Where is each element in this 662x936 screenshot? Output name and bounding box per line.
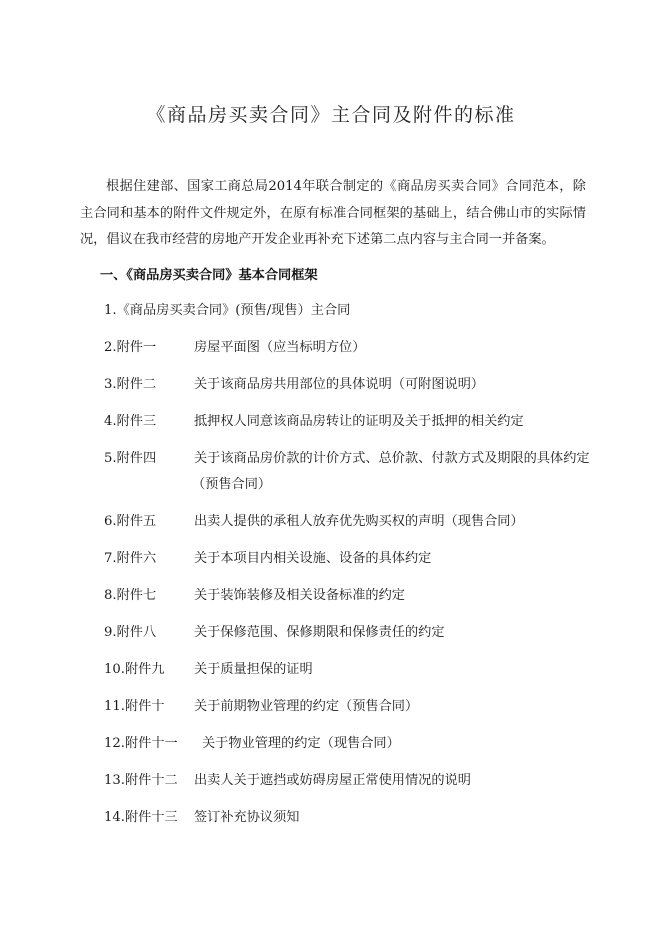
list-item bbox=[104, 805, 590, 831]
item-description: 出卖人关于遮挡或妨碍房屋正常使用情况的说明 bbox=[194, 773, 471, 788]
item-label: 11.附件十 bbox=[104, 699, 165, 714]
item-label: 6.附件五 bbox=[104, 514, 157, 529]
item-label: 2.附件一 bbox=[104, 340, 157, 355]
item-description: 关于保修范围、保修期限和保修责任的约定 bbox=[194, 625, 445, 640]
item-label: 7.附件六 bbox=[104, 551, 157, 566]
item-description: 关于物业管理的约定（现售合同） bbox=[202, 736, 400, 751]
item-label: 5.附件四 bbox=[104, 451, 157, 466]
intro-paragraph: 根据住建部、国家工商总局2014年联合制定的《商品房买卖合同》合同范本，除主合同和基本的附件文件规定外，在原有标准合同框架的基础上，结合佛山市的实际情况，倡议在我市经营的房地产开发企业再补充下述第二点内容与主合同一并备案。 bbox=[80, 179, 586, 247]
item-label: 3.附件二 bbox=[104, 377, 157, 392]
list-item bbox=[104, 694, 590, 720]
list-item bbox=[104, 657, 590, 683]
list-item bbox=[104, 620, 590, 646]
section-heading: 一、《商品房买卖合同》基本合同框架 bbox=[100, 268, 318, 283]
list-item bbox=[104, 409, 590, 435]
list-item bbox=[104, 335, 590, 361]
item-description: 签订补充协议须知 bbox=[194, 810, 300, 825]
item-label: 4.附件三 bbox=[104, 414, 157, 429]
item-description: 抵押权人同意该商品房转让的证明及关于抵押的相关约定 bbox=[194, 414, 524, 429]
document-title: 《商品房买卖合同》主合同及附件的标准 bbox=[146, 104, 516, 126]
item-label: 14.附件十三 bbox=[104, 810, 178, 825]
list-item bbox=[104, 768, 590, 794]
item-label: 8.附件七 bbox=[104, 588, 157, 603]
list-item bbox=[104, 446, 590, 498]
list-item bbox=[104, 583, 590, 609]
item-description: 关于该商品房价款的计价方式、总价款、付款方式及期限的具体约定（预售合同） bbox=[192, 451, 590, 492]
list-item bbox=[104, 372, 590, 398]
item-description: 关于前期物业管理的约定（预售合同） bbox=[194, 699, 419, 714]
item-description: 房屋平面图（应当标明方位） bbox=[194, 340, 366, 355]
item-label: 12.附件十一 bbox=[104, 736, 178, 751]
item-description: 出卖人提供的承租人放弃优先购买权的声明（现售合同） bbox=[194, 514, 524, 529]
item-label: 10.附件九 bbox=[104, 662, 165, 677]
list-item bbox=[104, 731, 590, 757]
item-description: 关于本项目内相关设施、设备的具体约定 bbox=[194, 551, 432, 566]
item-label: 9.附件八 bbox=[104, 625, 157, 640]
item-description: 关于质量担保的证明 bbox=[194, 662, 313, 677]
item-label: 13.附件十二 bbox=[104, 773, 178, 788]
item-label: 1.《商品房买卖合同》(预售/现售）主合同 bbox=[104, 303, 351, 318]
item-description: 关于该商品房共用部位的具体说明（可附图说明） bbox=[194, 377, 485, 392]
list-item bbox=[104, 546, 590, 572]
list-item bbox=[104, 509, 590, 535]
item-description: 关于装饰装修及相关设备标准的约定 bbox=[194, 588, 405, 603]
